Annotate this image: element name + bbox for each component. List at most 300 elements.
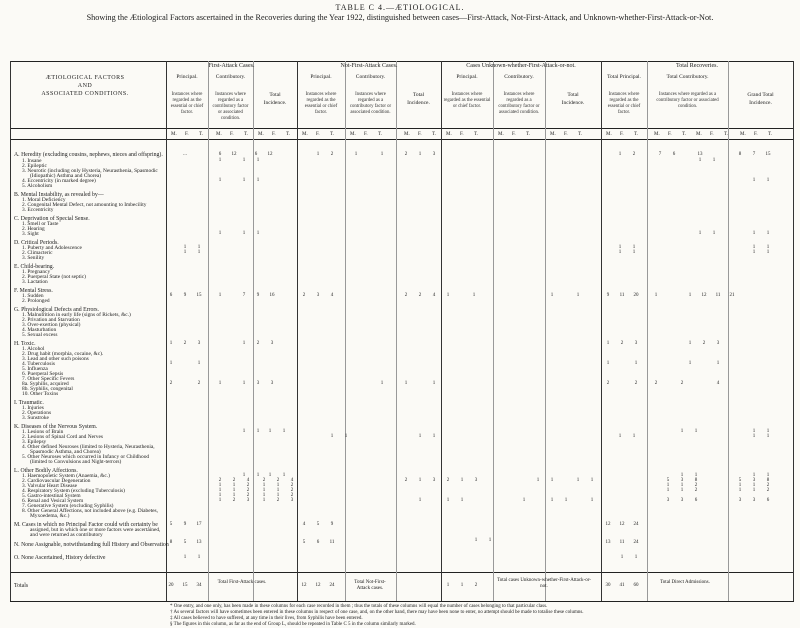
table-cell: 1 [618,245,622,250]
category-heading: K. Diseases of the Nervous System. [14,424,98,430]
desc-principal: Instances where regarded as the essential or chief factor. [304,92,338,115]
table-cell: 6 [169,293,173,298]
table-cell: 1 [752,488,756,493]
table-cell: 3 [752,478,756,483]
mft-header: F. [230,132,234,137]
divider-first [297,61,298,601]
table-cell: 3 [474,478,478,483]
table-cell: 12 [619,522,625,527]
table-cell: 1 [380,381,384,386]
mft-header: F. [460,132,464,137]
category-item: 3. Neurotic (including only Hysteria, Neurasthenia, Spasmodic [22,168,158,174]
subhead-principal: Principal. [176,74,198,80]
category-item: and were returned as contributory [30,532,103,538]
category-item: 2. Congenital Mental Defect, not amounting to Imbecility [22,202,147,208]
desc-principal: Instances where regarded as the essential or chief factor. [607,92,641,115]
table-cell: 1 [242,341,246,346]
group-total-recoveries: Total Recoveries. [676,63,718,69]
mft-header: M. [654,132,660,137]
col-rule [493,61,494,601]
table-cell: 1 [712,231,716,236]
table-cell: 8 [738,152,742,157]
category-item: 4. Respiratory System (excluding Tuberculosis) [22,488,125,494]
category-heading: M. Cases in which no Principal Factor could with certainty be [14,522,158,528]
mft-header: F. [512,132,516,137]
table-cell: 1 [262,498,266,503]
table-cell: 20 [168,583,174,588]
table-cell: 1 [282,429,286,434]
left-heading-line: AND [77,83,93,89]
category-item: 3. Epilepsy [22,439,47,445]
table-cell: 1 [446,293,450,298]
divider-notfirst [441,61,442,601]
table-cell: 3 [316,293,320,298]
table-cell: 2 [232,498,236,503]
category-heading: A. Heredity (excluding cousins, nephews, nieces and offspring). [14,152,163,158]
category-item: 3. Eccentricity [22,207,54,213]
table-cell: 3 [716,341,720,346]
table-cell: 2 [197,381,201,386]
table-cell: 1 [418,434,422,439]
table-cell: 1 [276,483,280,488]
category-item: 4. Tuberculosis [22,361,55,367]
table-cell: 1 [576,478,580,483]
table-cell: 1 [460,583,464,588]
category-item: 3. Lactation [22,279,48,285]
table-cell: 9 [330,522,334,527]
mft-header: T. [244,132,248,137]
subhead-incidence: Incidence. [561,100,585,106]
category-item: 5. Sexual excess [22,332,58,338]
mft-header: F. [316,132,320,137]
table-cell: 1 [268,429,272,434]
table-cell: 2 [246,493,250,498]
category-item: 5. Gastro-intestinal System [22,493,81,499]
table-cell: 1 [344,434,348,439]
mft-header: M. [171,132,177,137]
category-heading: D. Critical Periods. [14,240,59,246]
divider-label [166,61,167,601]
table-cell: 1 [242,158,246,163]
table-cell: 1 [618,250,622,255]
footnote: † As several factors will have sometimes been entered in these columns in respect of one case, and, on the other hand, there may have been none to enter, no attempt should be made to totalise these columns. [170,610,584,615]
table-cell: 1 [242,381,246,386]
table-cell: 1 [694,429,698,434]
mft-header: F. [185,132,189,137]
table-cell: 1 [550,293,554,298]
table-cell: 1 [262,483,266,488]
table-cell: 4 [432,293,436,298]
group-first-attack: First-Attack Cases. [208,63,255,69]
table-cell: 1 [688,293,692,298]
table-cell: 12 [701,293,707,298]
total-box-first: Total First-Attack cases. [217,580,267,585]
category-item: (Idiopathic) Asthma and Chorea) [30,173,102,179]
category-item: 6. Renal and Vesical System [22,498,84,504]
category-item: 2. Climacteric [22,250,53,256]
table-cell: 1 [218,488,222,493]
category-item: 2. Puerperal State (not septic) [22,274,86,280]
table-cell: 9 [256,293,260,298]
table-cell: 2 [302,293,306,298]
col-rule [396,61,397,601]
table-cell: 1 [606,361,610,366]
table-cell: 12 [605,522,611,527]
table-cell: 24 [329,583,335,588]
left-heading-line: ASSOCIATED CONDITIONS. [41,91,129,97]
mft-header: T. [578,132,582,137]
table-cell: 9 [606,293,610,298]
table-cell: 1 [242,429,246,434]
table-cell: 1 [256,429,260,434]
category-item: 6. Puerperal Sepsis [22,371,64,377]
category-item: 8a. Syphilis, acquired [22,381,69,387]
category-item: 3. Over-exertion (physical) [22,322,81,328]
mft-header: M. [606,132,612,137]
category-heading: O. None Ascertained, History defective [14,555,106,561]
category-heading: C. Deprivation of Special Sense. [14,216,90,222]
table-cell: 2 [446,478,450,483]
table-cell: 1 [590,478,594,483]
mft-header: M. [740,132,746,137]
table-cell: 34 [196,583,202,588]
mft-header: T. [378,132,382,137]
group-unknown: Cases Unknown-whether-First-Attack-or-not. [466,63,576,69]
table-cell: 1 [606,341,610,346]
table-cell: 1 [766,231,770,236]
table-cell: 2 [766,488,770,493]
category-item: Spasmodic Asthma, and Chorea) [30,449,101,455]
table-cell: 1 [666,483,670,488]
table-cell: 2 [680,381,684,386]
table-cell: 8 [169,540,173,545]
desc-contributory: Instances where regarded as a contributory factor or associated condition. [498,92,540,115]
col-rule [253,61,254,601]
category-item: 8b. Syphilis, congenital [22,386,73,392]
category-item: 1. Lesions of Brain [22,429,64,435]
header-rule [10,128,794,129]
category-item: 5. Alcoholism [22,183,53,189]
category-item: 2. Privation and Starvation [22,317,80,323]
subhead-principal: Principal. [456,74,478,80]
mft-header: T. [474,132,478,137]
category-item: 2. Epileptic [22,163,47,169]
table-cell: 1 [766,473,770,478]
subhead-contributory: Contributory. [504,74,534,80]
subhead-incidence: Incidence. [749,100,772,106]
table-cell: 1 [232,483,236,488]
table-cell: 2 [404,152,408,157]
table-number: TABLE C 4.—ÆTIOLOGICAL. [335,3,465,12]
category-item: 7. Other Specific Fevers [22,376,75,382]
table-cell: 1 [680,483,684,488]
category-item: 4. Masturbation [22,327,57,333]
subhead-principal: Principal. [310,74,332,80]
table-cell: 2 [694,488,698,493]
mft-header: T. [768,132,772,137]
table-cell: 1 [752,483,756,488]
table-cell: 1 [197,555,201,560]
table-cell: 4 [330,293,334,298]
table-cell: 1 [218,498,222,503]
table-cell: 15 [196,293,202,298]
subhead-total-principal: Total Principal. [607,74,641,80]
table-cell: 15 [765,152,771,157]
table-cell: 1 [218,483,222,488]
subhead-grand-total: Grand Total [747,92,774,98]
footnote: ‡ All cases believed to have suffered, at any time in their lives, from Syphilis have been entered. [170,616,363,621]
table-cell: 2 [654,381,658,386]
table-cell: 1 [276,493,280,498]
col-rule [728,61,729,601]
table-cell: 1 [618,152,622,157]
table-cell: 1 [716,361,720,366]
table-cell: 8 [766,478,770,483]
table-cell: 1 [460,498,464,503]
table-cell: 3 [666,498,670,503]
table-cell: 15 [182,583,188,588]
table-cell: 3 [738,498,742,503]
category-item: 2. Hearing [22,226,45,232]
subhead-total: Total [412,92,425,98]
table-cell: 5 [169,522,173,527]
mft-header: T. [724,132,728,137]
table-cell: 5 [738,478,742,483]
mft-header: F. [364,132,368,137]
table-cell: 4 [290,478,294,483]
table-cell: 6 [694,498,698,503]
category-item: 3. Valvular Heart Disease [22,483,77,489]
category-item: 2. Operations [22,410,52,416]
table-cell: 1 [738,488,742,493]
mft-header: F. [418,132,422,137]
table-cell: 3 [752,498,756,503]
mft-header: M. [550,132,556,137]
table-cell: 4 [246,478,250,483]
desc-principal: Instances where regarded as the essential or chief factor. [443,92,491,109]
table-cell: 1 [752,434,756,439]
subhead-incidence: Incidence. [407,100,430,106]
footnote: § The figures in this column, as far as the end of Group L, should be repeated in Table C 5 in the column similarly marked. [170,622,416,627]
subhead-contributory: Contributory. [355,74,386,80]
mft-header: F. [668,132,672,137]
table-cell: 1 [218,158,222,163]
table-cell: 2 [218,478,222,483]
table-cell: 2 [606,381,610,386]
divider-unknown [601,61,602,601]
table-cell: 3 [680,498,684,503]
total-box-unknown: Total cases Unknown-whether-First-Attack-or-not. [497,578,591,589]
category-item: 1. Haemopoietic System (Anaemia, &c.) [22,473,110,479]
table-cell: 1 [550,478,554,483]
table-cell: 3 [197,341,201,346]
table-cell: 3 [290,498,294,503]
table-cell: 21 [729,293,735,298]
table-cell: 1 [169,341,173,346]
table-cell: 1 [404,381,408,386]
table-cell: 1 [752,178,756,183]
desc-contributory: Instances where regarded as a contributory factor or associated condition. [349,92,392,115]
table-cell: 1 [712,158,716,163]
table-cell: 60 [633,583,639,588]
table-cell: 1 [256,158,260,163]
table-cell: 1 [197,245,201,250]
table-cell: 2 [474,583,478,588]
table-cell: 3 [634,341,638,346]
table-cell: 1 [634,555,638,560]
table-cell: 20 [633,293,639,298]
col-rule [545,61,546,601]
category-heading: N. None Assignable, notwithstanding full History and Observation [14,542,169,548]
totals-rule [10,572,794,573]
table-cell: 9 [183,293,187,298]
table-cell: 1 [632,250,636,255]
table-cell: 1 [564,498,568,503]
table-subtitle: Showing the Ætiological Factors ascertained in the Recoveries during the Year 1922, distinguished between cases—First-Attack, Not-First-Attack, and Unknown-whether-First-Attack-or-Not. [86,13,714,22]
table-cell: 1 [316,152,320,157]
table-cell: 1 [330,434,334,439]
table-cell: ... [183,152,187,157]
table-cell: 1 [242,473,246,478]
category-item: 1. Smell or Taste [22,221,59,227]
category-item: 3. Lead and other such poisons [22,356,89,362]
table-cell: 1 [418,498,422,503]
table-cell: 6 [218,152,222,157]
table-cell: 1 [474,538,478,543]
category-heading: F. Mental Stress. [14,288,53,294]
top-rule [10,61,794,62]
table-cell: 1 [752,245,756,250]
table-cell: 1 [218,381,222,386]
category-heading: G. Physiological Defects and Errors. [14,307,100,313]
table-cell: 1 [183,555,187,560]
table-cell: 1 [282,473,286,478]
table-cell: 1 [197,361,201,366]
mft-header: T. [634,132,638,137]
table-cell: 4 [302,522,306,527]
category-item: 2. Lesions of Spinal Cord and Nerves [22,434,103,440]
table-cell: 2 [702,341,706,346]
table-cell: 1 [688,341,692,346]
category-heading: E. Child-bearing. [14,264,55,270]
category-item: 2. Cardiovascular Degeneration [22,478,91,484]
table-cell: 1 [354,152,358,157]
table-cell: 6 [672,152,676,157]
mft-header: F. [710,132,714,137]
table-cell: 12 [267,152,273,157]
table-cell: 1 [618,434,622,439]
table-cell: 1 [256,231,260,236]
table-cell: 2 [766,483,770,488]
table-cell: 1 [268,473,272,478]
category-item: 3. Sunstroke [22,415,49,421]
table-cell: 5 [302,540,306,545]
table-cell: 2 [276,498,280,503]
mft-header: M. [216,132,222,137]
mft-header: F. [754,132,758,137]
category-item: 1. Alcohol [22,346,45,352]
left-heading [30,74,140,98]
subhead-total-contributory: Total Contributory. [666,74,709,80]
table-cell: 1 [488,538,492,543]
table-cell: 1 [550,498,554,503]
table-cell: 2 [256,341,260,346]
table-cell: 2 [183,341,187,346]
mft-header: M. [258,132,264,137]
category-item: 3. Sight [22,231,39,237]
table-cell: 1 [752,231,756,236]
table-cell: 1 [218,293,222,298]
table-cell: 12 [315,583,321,588]
category-item: 1. Insane [22,158,42,164]
table-cell: 3 [432,478,436,483]
table-cell: 1 [380,152,384,157]
table-cell: 2 [262,478,266,483]
table-cell: 2 [620,341,624,346]
table-cell: 8 [694,478,698,483]
table-cell: 1 [242,178,246,183]
footnote: * One entry, and one only, has been made in these columns for each case recorded in them ; thus the totals of these columns will equal the number of cases belonging to that particular class. [170,604,548,609]
table-cell: 1 [256,473,260,478]
table-cell: 1 [232,493,236,498]
table-cell: 1 [218,493,222,498]
table-cell: 1 [256,178,260,183]
col-rule [345,61,346,601]
category-item: (limited to Convulsions and Night-terrors) [30,459,122,465]
table-cell: 6 [254,152,258,157]
table-cell: 11 [329,540,335,545]
total-box-notfirst: Total Not-First-Attack cases. [354,580,386,591]
subhead-contributory: Contributory. [215,74,246,80]
category-heading: I. Traumatic. [14,400,44,406]
left-border [10,61,11,601]
table-cell: 3 [246,498,250,503]
table-cell: 1 [766,178,770,183]
table-cell: 1 [276,488,280,493]
category-heading: B. Mental Instability, as revealed by— [14,192,104,198]
table-cell: 1 [752,250,756,255]
table-cell: 1 [262,493,266,498]
category-heading: H. Toxic. [14,341,36,347]
table-cell: 1 [654,293,658,298]
table-cell: 1 [183,250,187,255]
table-cell: 2 [246,483,250,488]
col-rule [208,61,209,601]
table-cell: 1 [632,245,636,250]
table-cell: 1 [698,158,702,163]
table-cell: 3 [256,381,260,386]
table-cell: 1 [522,498,526,503]
table-cell: 24 [633,540,639,545]
col-rule [647,61,648,601]
category-item: 1. Sudden [22,293,44,299]
table-cell: 5 [316,522,320,527]
group-not-first-attack: Not-First-Attack Cases. [340,63,398,69]
mft-header: M. [302,132,308,137]
table-cell: 1 [183,245,187,250]
table-cell: 2 [330,152,334,157]
table-cell: 1 [694,473,698,478]
category-item: 1. Pregnancy [22,269,51,275]
table-cell: 2 [694,483,698,488]
table-cell: 1 [752,429,756,434]
table-cell: 1 [620,555,624,560]
table-cell: 1 [766,429,770,434]
mft-header: M. [696,132,702,137]
table-cell: 2 [632,152,636,157]
table-cell: 2 [418,293,422,298]
table-cell: 1 [680,429,684,434]
